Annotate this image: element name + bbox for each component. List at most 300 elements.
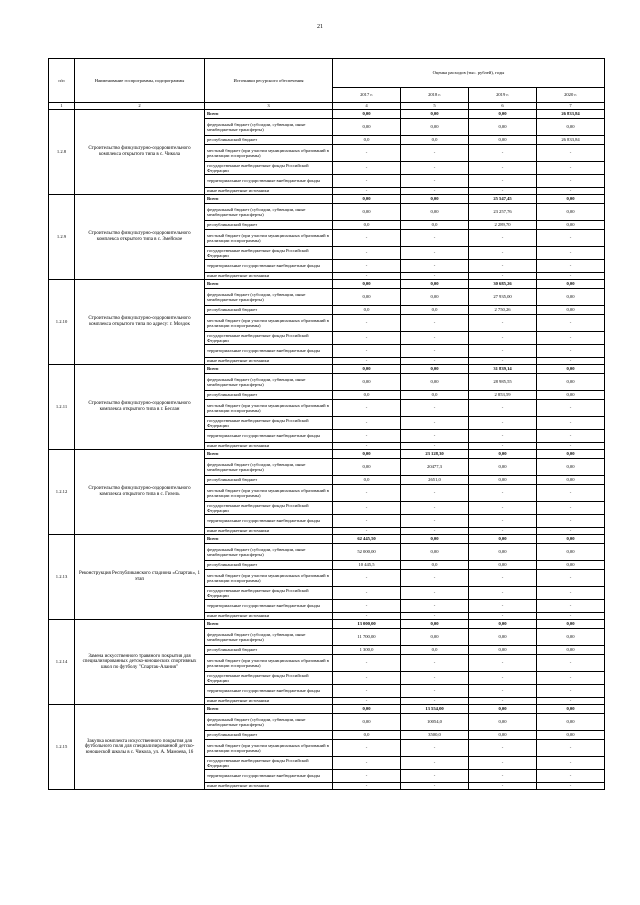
value-cell: - (401, 230, 469, 247)
funding-source: территориальные государственные внебюджетные фонды (205, 260, 333, 273)
value-cell: 0,00 (469, 646, 537, 655)
value-cell: - (537, 570, 605, 587)
value-cell: - (537, 175, 605, 188)
value-cell: - (333, 528, 401, 535)
value-cell: 0,00 (333, 374, 401, 391)
value-cell: - (537, 655, 605, 672)
value-cell: - (537, 358, 605, 365)
value-cell: - (401, 417, 469, 430)
value-cell: 26 833,84 (537, 136, 605, 145)
value-cell: - (469, 672, 537, 685)
funding-source: иные внебюджетные источники (205, 698, 333, 705)
value-cell: - (469, 698, 537, 705)
funding-source: иные внебюджетные источники (205, 443, 333, 450)
value-cell: - (333, 515, 401, 528)
value-cell: 26 833,84 (537, 110, 605, 119)
value-cell: 0,00 (333, 289, 401, 306)
value-cell: 0,00 (537, 705, 605, 714)
value-cell: - (537, 515, 605, 528)
funding-source: республиканский бюджет (205, 476, 333, 485)
value-cell: - (469, 515, 537, 528)
funding-source: местный бюджет (при участии муниципальных образований в реализации госпрограммы) (205, 740, 333, 757)
value-cell: 0,00 (469, 705, 537, 714)
value-cell: - (469, 528, 537, 535)
value-cell: - (469, 587, 537, 600)
value-cell: - (401, 672, 469, 685)
value-cell: - (401, 247, 469, 260)
value-cell: 0,00 (469, 731, 537, 740)
page-number: 21 (317, 24, 323, 30)
funding-source: иные внебюджетные источники (205, 783, 333, 790)
value-cell: - (469, 162, 537, 175)
value-cell: - (469, 345, 537, 358)
item-name: Закупка комплекта искусственного покрытия для футбольного поля для специализированной детско-юношеской школы в с. Чикола, ул. А. Мамоева, 16 (75, 705, 205, 790)
value-cell: - (469, 570, 537, 587)
table-row (49, 450, 605, 459)
value-cell: 31 839,14 (469, 365, 537, 374)
value-cell: - (333, 485, 401, 502)
value-cell: 0,00 (469, 620, 537, 629)
funding-source: федеральный бюджет (субсидии, субвенции, иные межбюджетные трансферты) (205, 289, 333, 306)
value-cell: - (469, 600, 537, 613)
value-cell: 3500,0 (401, 731, 469, 740)
item-number: 1.2.12 (49, 450, 75, 535)
value-cell: 13 554,00 (401, 705, 469, 714)
funding-source: территориальные государственные внебюджетные фонды (205, 345, 333, 358)
value-cell: - (537, 162, 605, 175)
value-cell: 0,00 (401, 365, 469, 374)
value-cell: 0,00 (333, 204, 401, 221)
header-year: 2018 г. (401, 88, 469, 103)
value-cell: - (401, 345, 469, 358)
value-cell: - (401, 358, 469, 365)
funding-source: Всего (205, 450, 333, 459)
item-name: Строительство физкультурно-оздоровительного комплекса открытого типа в с. Змейское (75, 195, 205, 280)
value-cell: - (469, 502, 537, 515)
value-cell: - (401, 528, 469, 535)
funding-source: республиканский бюджет (205, 221, 333, 230)
value-cell: - (537, 672, 605, 685)
value-cell: - (537, 770, 605, 783)
value-cell: - (333, 430, 401, 443)
funding-source: иные внебюджетные источники (205, 273, 333, 280)
value-cell: 0,00 (537, 561, 605, 570)
value-cell: - (333, 162, 401, 175)
value-cell: 0,00 (333, 365, 401, 374)
value-cell: - (333, 757, 401, 770)
table-row (49, 365, 605, 374)
funding-source: местный бюджет (при участии муниципальных образований в реализации госпрограммы) (205, 570, 333, 587)
value-cell: - (401, 685, 469, 698)
value-cell: 25 547,45 (469, 195, 537, 204)
value-cell: 0,00 (333, 459, 401, 476)
value-cell: - (401, 515, 469, 528)
value-cell: 0,00 (537, 714, 605, 731)
value-cell: 0,00 (469, 459, 537, 476)
value-cell: - (333, 698, 401, 705)
budget-table (48, 58, 605, 790)
item-number: 1.2.13 (49, 535, 75, 620)
header-year: 2019 г. (469, 88, 537, 103)
value-cell: - (333, 613, 401, 620)
value-cell: 0,00 (333, 705, 401, 714)
value-cell: 0,0 (333, 221, 401, 230)
value-cell: - (401, 613, 469, 620)
value-cell: - (537, 230, 605, 247)
column-number: 4 (333, 103, 401, 110)
value-cell: 0,00 (469, 629, 537, 646)
value-cell: - (537, 260, 605, 273)
funding-source: федеральный бюджет (субсидии, субвенции, иные межбюджетные трансферты) (205, 204, 333, 221)
value-cell: - (537, 332, 605, 345)
value-cell: - (333, 685, 401, 698)
column-number: 2 (75, 103, 205, 110)
funding-source: федеральный бюджет (субсидии, субвенции, иные межбюджетные трансферты) (205, 119, 333, 136)
value-cell: - (469, 188, 537, 195)
value-cell: - (469, 332, 537, 345)
value-cell: 0,00 (537, 620, 605, 629)
value-cell: - (333, 345, 401, 358)
funding-source: территориальные государственные внебюджетные фонды (205, 430, 333, 443)
value-cell: 0,00 (537, 119, 605, 136)
value-cell: - (469, 443, 537, 450)
header-year: 2020 г. (537, 88, 605, 103)
value-cell: 0,00 (537, 391, 605, 400)
value-cell: - (537, 783, 605, 790)
funding-source: иные внебюджетные источники (205, 528, 333, 535)
funding-source: государственные внебюджетные фонды Российской Федерации (205, 332, 333, 345)
funding-source: государственные внебюджетные фонды Российской Федерации (205, 247, 333, 260)
funding-source: государственные внебюджетные фонды Российской Федерации (205, 417, 333, 430)
value-cell: 0,0 (333, 476, 401, 485)
item-number: 1.2.8 (49, 110, 75, 195)
value-cell: - (333, 783, 401, 790)
funding-source: государственные внебюджетные фонды Российской Федерации (205, 757, 333, 770)
funding-source: местный бюджет (при участии муниципальных образований в реализации госпрограммы) (205, 145, 333, 162)
funding-source: местный бюджет (при участии муниципальных образований в реализации госпрограммы) (205, 485, 333, 502)
value-cell: - (401, 400, 469, 417)
funding-source: иные внебюджетные источники (205, 358, 333, 365)
value-cell: - (469, 655, 537, 672)
value-cell: - (401, 600, 469, 613)
value-cell: - (401, 783, 469, 790)
value-cell: - (333, 188, 401, 195)
value-cell: 11 700,00 (333, 629, 401, 646)
value-cell: - (469, 757, 537, 770)
value-cell: 2 289,70 (469, 221, 537, 230)
funding-source: местный бюджет (при участии муниципальных образований в реализации госпрограммы) (205, 230, 333, 247)
value-cell: 0,00 (537, 646, 605, 655)
column-number: 5 (401, 103, 469, 110)
value-cell: - (469, 740, 537, 757)
value-cell: 10054,0 (401, 714, 469, 731)
funding-source: республиканский бюджет (205, 646, 333, 655)
value-cell: 0,00 (333, 280, 401, 289)
value-cell: - (333, 655, 401, 672)
value-cell: - (401, 175, 469, 188)
funding-source: Всего (205, 620, 333, 629)
value-cell: - (537, 443, 605, 450)
value-cell: 2651,0 (401, 476, 469, 485)
table-row (49, 535, 605, 544)
value-cell: - (333, 417, 401, 430)
value-cell: 0,00 (333, 119, 401, 136)
funding-source: иные внебюджетные источники (205, 613, 333, 620)
item-name: Строительство физкультурно-оздоровительного комплекса открытого типа в с. Гизель (75, 450, 205, 535)
funding-source: федеральный бюджет (субсидии, субвенции, иные межбюджетные трансферты) (205, 629, 333, 646)
value-cell: - (333, 770, 401, 783)
value-cell: - (469, 770, 537, 783)
header-year: 2017 г. (333, 88, 401, 103)
value-cell: - (469, 430, 537, 443)
value-cell: - (333, 332, 401, 345)
value-cell: - (401, 430, 469, 443)
funding-source: Всего (205, 195, 333, 204)
value-cell: 0,00 (401, 374, 469, 391)
value-cell: 13 000,00 (333, 620, 401, 629)
value-cell: 0,00 (469, 450, 537, 459)
value-cell: - (469, 145, 537, 162)
funding-source: Всего (205, 365, 333, 374)
value-cell: 0,00 (537, 544, 605, 561)
value-cell: - (401, 188, 469, 195)
value-cell: 27 935,00 (469, 289, 537, 306)
value-cell: - (537, 315, 605, 332)
value-cell: - (401, 698, 469, 705)
value-cell: - (537, 188, 605, 195)
funding-source: Всего (205, 280, 333, 289)
funding-source: территориальные государственные внебюджетные фонды (205, 600, 333, 613)
value-cell: - (469, 247, 537, 260)
value-cell: - (537, 698, 605, 705)
funding-source: Всего (205, 705, 333, 714)
item-number: 1.2.15 (49, 705, 75, 790)
value-cell: - (537, 740, 605, 757)
table-row (49, 280, 605, 289)
funding-source: республиканский бюджет (205, 306, 333, 315)
header-estimate: Оценка расходов (тыс. рублей), годы (333, 59, 605, 88)
funding-source: республиканский бюджет (205, 731, 333, 740)
value-cell: 0,00 (469, 136, 537, 145)
value-cell: - (333, 443, 401, 450)
value-cell: - (401, 502, 469, 515)
value-cell: 0,00 (537, 476, 605, 485)
table-row (49, 705, 605, 714)
value-cell: 30 685,26 (469, 280, 537, 289)
value-cell: 0,0 (401, 136, 469, 145)
funding-source: государственные внебюджетные фонды Российской Федерации (205, 672, 333, 685)
funding-source: территориальные государственные внебюджетные фонды (205, 685, 333, 698)
value-cell: - (333, 247, 401, 260)
item-name: Реконструкция Республиканского стадиона «Спартак», 1 этап (75, 535, 205, 620)
value-cell: - (333, 600, 401, 613)
value-cell: - (469, 175, 537, 188)
value-cell: - (469, 417, 537, 430)
value-cell: 0,0 (333, 731, 401, 740)
value-cell: - (401, 587, 469, 600)
header-source: Источники ресурсного обеспечения (205, 59, 333, 103)
value-cell: 0,0 (333, 306, 401, 315)
value-cell: 0,00 (537, 731, 605, 740)
value-cell: - (333, 358, 401, 365)
value-cell: - (469, 358, 537, 365)
value-cell: 0,00 (537, 365, 605, 374)
value-cell: 0,0 (401, 221, 469, 230)
column-number: 7 (537, 103, 605, 110)
value-cell: - (401, 273, 469, 280)
value-cell: - (537, 345, 605, 358)
value-cell: - (469, 273, 537, 280)
value-cell: 0,0 (333, 136, 401, 145)
funding-source: государственные внебюджетные фонды Российской Федерации (205, 162, 333, 175)
value-cell: - (333, 672, 401, 685)
value-cell: 62 445,50 (333, 535, 401, 544)
item-name: Строительство физкультурно-оздоровительного комплекса открытого типа в с. Чикола (75, 110, 205, 195)
header-num: п/п (49, 59, 75, 103)
value-cell: - (401, 332, 469, 345)
value-cell: 0,00 (537, 221, 605, 230)
value-cell: 0,00 (333, 450, 401, 459)
value-cell: 1 300,0 (333, 646, 401, 655)
value-cell: 0,00 (401, 535, 469, 544)
value-cell: 0,00 (469, 561, 537, 570)
value-cell: - (333, 230, 401, 247)
value-cell: 0,00 (469, 544, 537, 561)
table-body (49, 110, 605, 790)
table-row (49, 195, 605, 204)
value-cell: 0,00 (401, 195, 469, 204)
column-number: 1 (49, 103, 75, 110)
value-cell: 0,00 (537, 459, 605, 476)
funding-source: территориальные государственные внебюджетные фонды (205, 770, 333, 783)
value-cell: - (537, 273, 605, 280)
value-cell: - (401, 740, 469, 757)
value-cell: - (537, 613, 605, 620)
item-number: 1.2.10 (49, 280, 75, 365)
value-cell: - (333, 570, 401, 587)
value-cell: 0,0 (401, 391, 469, 400)
item-number: 1.2.14 (49, 620, 75, 705)
value-cell: 52 000,00 (333, 544, 401, 561)
value-cell: 0,00 (537, 535, 605, 544)
header-name: Наименование госпрограммы, подпрограммы (75, 59, 205, 103)
funding-source: территориальные государственные внебюджетные фонды (205, 515, 333, 528)
value-cell: - (333, 145, 401, 162)
value-cell: - (537, 485, 605, 502)
value-cell: 0,00 (401, 119, 469, 136)
value-cell: - (333, 260, 401, 273)
funding-source: федеральный бюджет (субсидии, субвенции, иные межбюджетные трансферты) (205, 544, 333, 561)
value-cell: - (537, 145, 605, 162)
value-cell: 0,00 (333, 714, 401, 731)
value-cell: - (401, 485, 469, 502)
value-cell: - (537, 685, 605, 698)
value-cell: - (537, 502, 605, 515)
funding-source: федеральный бюджет (субсидии, субвенции, иные межбюджетные трансферты) (205, 374, 333, 391)
funding-source: Всего (205, 535, 333, 544)
value-cell: - (333, 175, 401, 188)
value-cell: - (401, 260, 469, 273)
value-cell: 0,00 (401, 289, 469, 306)
value-cell: - (333, 315, 401, 332)
funding-source: территориальные государственные внебюджетные фонды (205, 175, 333, 188)
item-number: 1.2.11 (49, 365, 75, 450)
value-cell: - (469, 400, 537, 417)
value-cell: 0,00 (469, 119, 537, 136)
value-cell: - (469, 485, 537, 502)
value-cell: - (537, 400, 605, 417)
item-name: Строительство физкультурно-оздоровительного комплекса открытого типа по адресу: г. Моздок (75, 280, 205, 365)
value-cell: 0,0 (401, 306, 469, 315)
value-cell: 0,00 (537, 374, 605, 391)
value-cell: - (401, 162, 469, 175)
value-cell: 0,00 (537, 195, 605, 204)
value-cell: - (401, 443, 469, 450)
column-number: 6 (469, 103, 537, 110)
value-cell: 0,00 (469, 110, 537, 119)
funding-source: республиканский бюджет (205, 136, 333, 145)
value-cell: 0,00 (537, 306, 605, 315)
funding-source: республиканский бюджет (205, 561, 333, 570)
funding-source: Всего (205, 110, 333, 119)
value-cell: 23 128,30 (401, 450, 469, 459)
value-cell: - (469, 315, 537, 332)
funding-source: государственные внебюджетные фонды Российской Федерации (205, 502, 333, 515)
value-cell: - (401, 757, 469, 770)
item-name: Замена искусственного травяного покрытия для специализированных детско-юношеских спортивных школ по футболу "Спартак-Алания" (75, 620, 205, 705)
value-cell: 2 853,59 (469, 391, 537, 400)
value-cell: 28 985,55 (469, 374, 537, 391)
value-cell: - (469, 783, 537, 790)
value-cell: 0,00 (401, 544, 469, 561)
value-cell: 10 445,5 (333, 561, 401, 570)
value-cell: 0,00 (537, 289, 605, 306)
value-cell: 0,00 (333, 110, 401, 119)
value-cell: - (469, 260, 537, 273)
value-cell: 0,00 (401, 620, 469, 629)
value-cell: 0,00 (401, 280, 469, 289)
item-name: Строительство физкультурно-оздоровительного комплекса открытого типа в г. Беслан (75, 365, 205, 450)
value-cell: - (537, 600, 605, 613)
value-cell: 0,00 (537, 629, 605, 646)
value-cell: - (333, 502, 401, 515)
value-cell: - (537, 528, 605, 535)
value-cell: - (401, 145, 469, 162)
value-cell: 0,0 (333, 391, 401, 400)
value-cell: 0,00 (469, 714, 537, 731)
table-row (49, 620, 605, 629)
value-cell: - (469, 613, 537, 620)
value-cell: - (537, 587, 605, 600)
column-number: 3 (205, 103, 333, 110)
table-row (49, 110, 605, 119)
value-cell: 0,00 (537, 204, 605, 221)
value-cell: - (537, 247, 605, 260)
item-number: 1.2.9 (49, 195, 75, 280)
value-cell: - (537, 417, 605, 430)
value-cell: 0,00 (401, 110, 469, 119)
value-cell: - (401, 315, 469, 332)
funding-source: местный бюджет (при участии муниципальных образований в реализации госпрограммы) (205, 400, 333, 417)
value-cell: 0,00 (469, 476, 537, 485)
value-cell: 0,00 (537, 450, 605, 459)
value-cell: - (333, 587, 401, 600)
value-cell: - (469, 230, 537, 247)
value-cell: - (401, 770, 469, 783)
value-cell: 0,0 (401, 646, 469, 655)
funding-source: федеральный бюджет (субсидии, субвенции, иные межбюджетные трансферты) (205, 459, 333, 476)
value-cell: - (401, 655, 469, 672)
